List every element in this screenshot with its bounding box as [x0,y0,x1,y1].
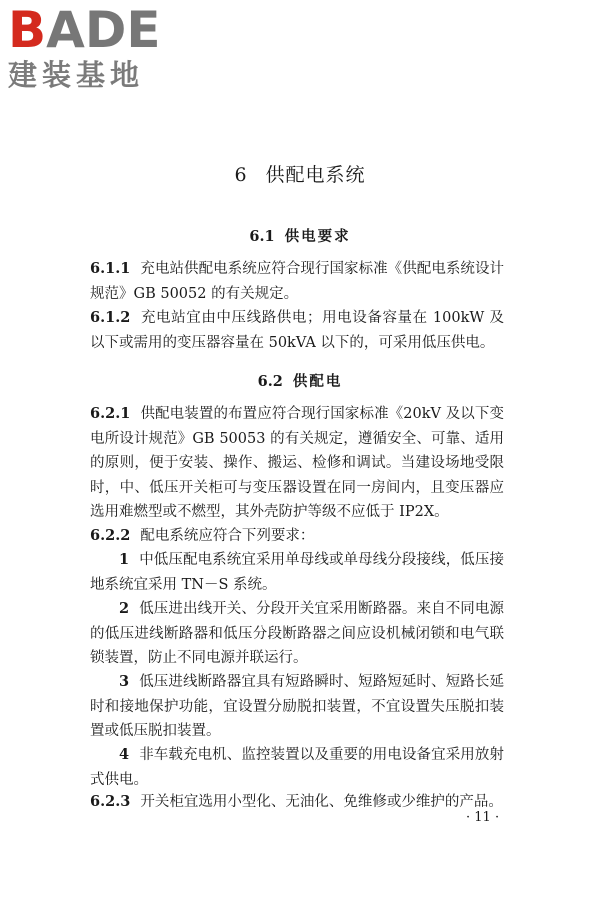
clause-number: 6.2.1 [90,405,131,422]
section-title [0,370,600,391]
item-number: 1 [119,551,130,568]
list-item [90,597,504,671]
item-text: 低压进出线开关、分段开关宜采用断路器。来自不同电源的低压进线断路器和低压分段断路器之间应设机械闭锁和电气联锁装置，防止不同电源并联运行。 [90,601,504,666]
logo-brand-rest: ADE [46,1,161,59]
clause-paragraph [90,306,504,355]
item-text: 非车载充电机、监控装置以及重要的用电设备宜采用放射式供电。 [90,747,504,788]
item-number: 4 [119,746,130,763]
clause-paragraph [90,257,504,306]
logo [8,1,183,94]
logo-subtitle: 建装基地 [8,58,145,92]
logo-brand [8,1,183,59]
section-number: 6.2 [257,373,283,390]
clause-text: 充电站宜由中压线路供电；用电设备容量在 100kW 及以下或需用的变压器容量在 50kVA 以下的，可采用低压供电。 [90,310,504,351]
clause-paragraph [90,402,504,525]
clause-text: 配电系统应符合下列要求： [140,528,315,544]
section-title-text: 供电要求 [284,228,351,245]
clause-number: 6.2.3 [90,793,131,810]
clause-number: 6.2.2 [90,527,131,544]
section-title-text: 供配电 [292,373,343,390]
list-item [90,670,504,744]
clause-number: 6.1.1 [90,260,131,277]
chapter-title [0,160,600,187]
chapter-number: 6 [234,164,248,186]
page-number: · 11 · [466,810,500,825]
chapter-title-text: 供配电系统 [265,164,366,186]
list-item [90,548,504,597]
clause-text: 供配电装置的布置应符合现行国家标准《20kV 及以下变电所设计规范》GB 50053 的有关规定，遵循安全、可靠、适用的原则，便于安装、操作、搬运、检修和调试。当建设场地受限时，中、低压开关柜可与变压器设置在同一房间内，且变压器应选用难燃型或不燃型，其外壳防护等级不应低于 IP2X。 [90,406,504,520]
clause-paragraph [90,524,504,549]
item-number: 3 [119,673,130,690]
clause-paragraph [90,790,504,815]
item-text: 中低压配电系统宜采用单母线或单母线分段接线，低压接地系统宜采用 TN－S 系统。 [90,552,504,593]
clause-text: 开关柜宜选用小型化、无油化、免维修或少维护的产品。 [140,794,503,810]
section-number: 6.1 [249,228,275,245]
item-text: 低压进线断路器宜具有短路瞬时、短路短延时、短路长延时和接地保护功能，宜设置分励脱扣装置，不宜设置失压脱扣装置或低压脱扣装置。 [90,674,504,739]
clause-text: 充电站供配电系统应符合现行国家标准《供配电系统设计规范》GB 50052 的有关规定。 [90,261,504,302]
clause-number: 6.1.2 [90,309,131,326]
section-title [0,225,600,246]
logo-accent-letter: B [8,1,47,59]
item-number: 2 [119,600,130,617]
list-item [90,743,504,792]
